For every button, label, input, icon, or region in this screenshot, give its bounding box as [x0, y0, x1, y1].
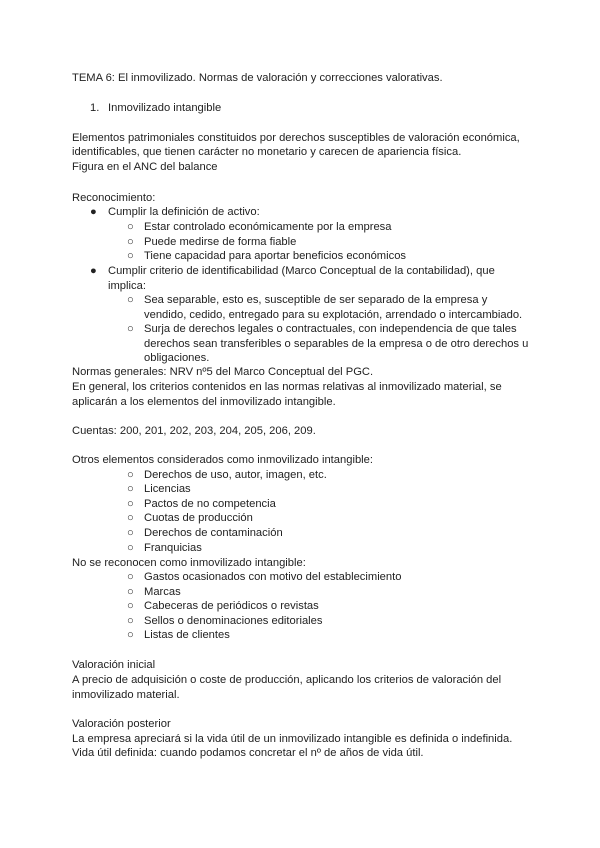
normas-line: En general, los criterios contenidos en las normas relativas al inmovilizado material, se: [72, 381, 502, 393]
list-item-continuation: obligaciones.: [144, 352, 210, 364]
hollow-bullet-icon: ○: [127, 512, 134, 524]
intro-line: Elementos patrimoniales constituidos por derechos susceptibles de valoración económica,: [72, 132, 520, 144]
valoracion-inicial-heading: Valoración inicial: [72, 659, 156, 671]
normas-line: Normas generales: NRV nº5 del Marco Conceptual del PGC.: [72, 366, 374, 378]
hollow-bullet-icon: ○: [127, 586, 134, 598]
list-item-continuation: vendido, cedido, entregado para su explotación, arrendado o intercambiado.: [144, 309, 523, 321]
hollow-bullet-icon: ○: [127, 498, 134, 510]
hollow-bullet-icon: ○: [127, 483, 134, 495]
list-item-continuation: implica:: [108, 280, 146, 292]
hollow-bullet-icon: ○: [127, 294, 134, 306]
list-item: Gastos ocasionados con motivo del establecimiento: [144, 571, 402, 583]
list-item: Listas de clientes: [144, 629, 230, 641]
hollow-bullet-icon: ○: [127, 571, 134, 583]
list-item: Derechos de uso, autor, imagen, etc.: [144, 469, 327, 481]
normas-line: aplicarán a los elementos del inmovilizado intangible.: [72, 396, 336, 408]
list-item: Licencias: [144, 483, 191, 495]
hollow-bullet-icon: ○: [127, 542, 134, 554]
no-reconocen-heading: No se reconocen como inmovilizado intangible:: [72, 557, 306, 569]
hollow-bullet-icon: ○: [127, 323, 134, 335]
valoracion-posterior-line: Vida útil definida: cuando podamos concretar el nº de años de vida útil.: [72, 747, 424, 759]
list-item: Marcas: [144, 586, 181, 598]
list-item: Sea separable, esto es, susceptible de ser separado de la empresa y: [144, 294, 488, 306]
list-item: Pactos de no competencia: [144, 498, 276, 510]
list-item-continuation: derechos sean transferibles o separables de la empresa o de otro derechos u: [144, 338, 529, 350]
list-item: Cuotas de producción: [144, 512, 253, 524]
hollow-bullet-icon: ○: [127, 527, 134, 539]
hollow-bullet-icon: ○: [127, 236, 134, 248]
list-item: Surja de derechos legales o contractuales, con independencia de que tales: [144, 323, 517, 335]
hollow-bullet-icon: ○: [127, 221, 134, 233]
list-item: Derechos de contaminación: [144, 527, 283, 539]
filled-bullet-icon: ●: [90, 265, 97, 277]
valoracion-posterior-heading: Valoración posterior: [72, 718, 171, 730]
list-item: Franquicias: [144, 542, 202, 554]
otros-heading: Otros elementos considerados como inmovilizado intangible:: [72, 454, 373, 466]
list-item: Tiene capacidad para aportar beneficios económicos: [144, 250, 407, 262]
intro-line: Figura en el ANC del balance: [72, 161, 218, 173]
valoracion-posterior-line: La empresa apreciará si la vida útil de un inmovilizado intangible es definida o indefinida.: [72, 733, 513, 745]
hollow-bullet-icon: ○: [127, 250, 134, 262]
list-item: Cumplir la definición de activo:: [108, 206, 260, 218]
hollow-bullet-icon: ○: [127, 615, 134, 627]
list-item: Cabeceras de periódicos o revistas: [144, 600, 319, 612]
valoracion-inicial-line: inmovilizado material.: [72, 689, 180, 701]
valoracion-inicial-line: A precio de adquisición o coste de producción, aplicando los criterios de valoración del: [72, 674, 502, 686]
intro-line: identificables, que tienen carácter no monetario y carecen de apariencia física.: [72, 146, 462, 158]
reconocimiento-heading: Reconocimiento:: [72, 192, 156, 204]
hollow-bullet-icon: ○: [127, 600, 134, 612]
section-number: 1.: [90, 102, 100, 114]
list-item: Sellos o denominaciones editoriales: [144, 615, 323, 627]
section-heading: Inmovilizado intangible: [108, 102, 222, 114]
list-item: Cumplir criterio de identificabilidad (Marco Conceptual de la contabilidad), que: [108, 265, 495, 277]
document-title: TEMA 6: El inmovilizado. Normas de valoración y correcciones valorativas.: [72, 72, 443, 84]
list-item: Estar controlado económicamente por la empresa: [144, 221, 392, 233]
list-item: Puede medirse de forma fiable: [144, 236, 297, 248]
cuentas-line: Cuentas: 200, 201, 202, 203, 204, 205, 206, 209.: [72, 425, 316, 437]
hollow-bullet-icon: ○: [127, 629, 134, 641]
filled-bullet-icon: ●: [90, 206, 97, 218]
hollow-bullet-icon: ○: [127, 469, 134, 481]
